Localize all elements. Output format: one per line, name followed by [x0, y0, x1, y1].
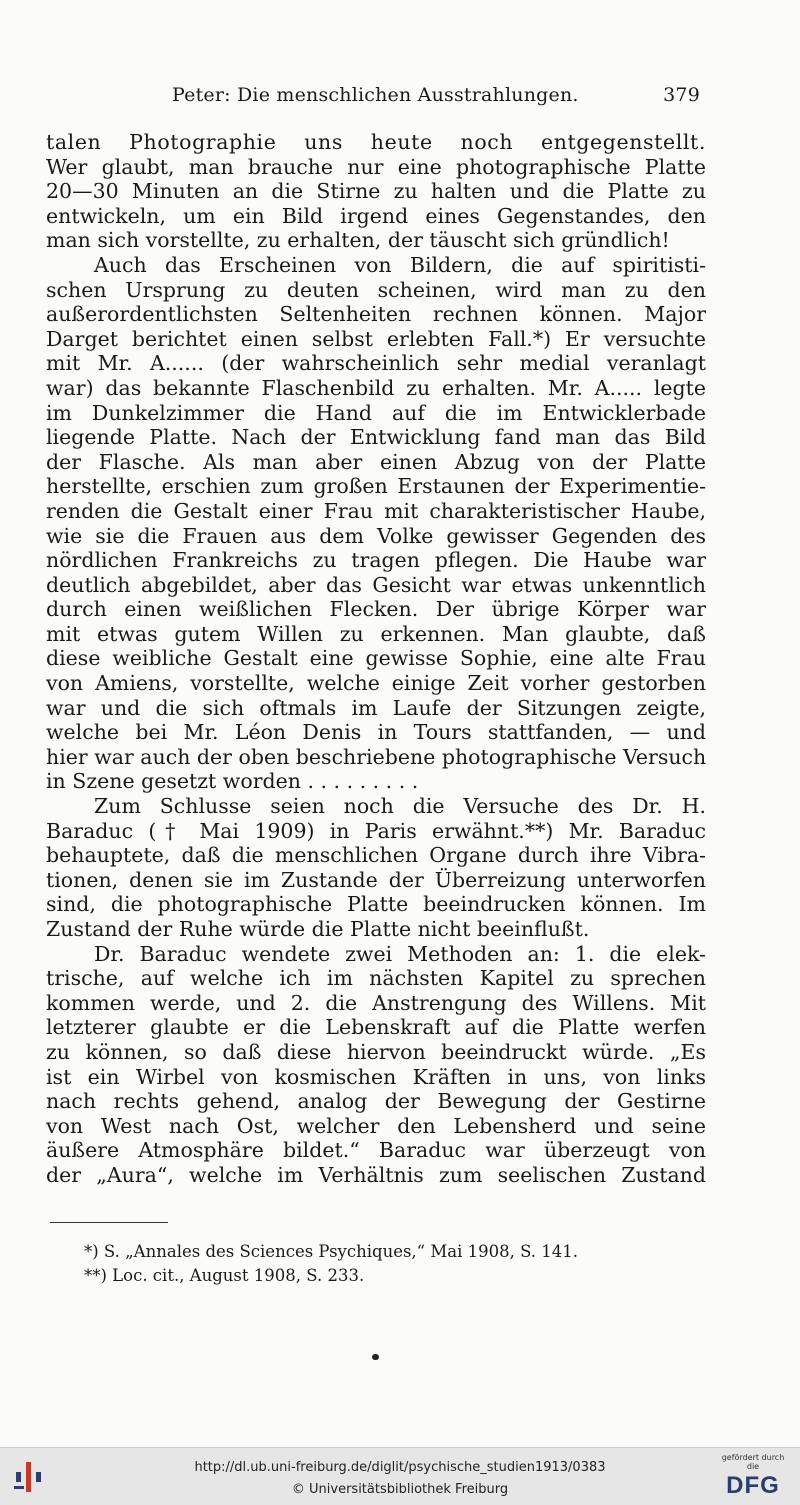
text-line: Dr. Baraduc wendete zwei Methoden an: 1. die elek- — [94, 941, 706, 966]
footnote: **) Loc. cit., August 1908, S. 233. — [84, 1266, 365, 1285]
text-line: deutlich abgebildet, aber das Gesicht war etwas unkenntlich — [46, 572, 706, 597]
text-line: tionen, denen sie im Zustande der Überreizung unterworfen — [46, 867, 706, 892]
text-line: durch einen weißlichen Flecken. Der übrige Körper war — [46, 597, 706, 622]
text-line: mit Mr. A...... (der wahrscheinlich sehr medial veranlagt — [46, 351, 706, 376]
dfg-logo — [716, 1453, 790, 1501]
page-number: 379 — [663, 84, 700, 106]
text-line: sind, die photographische Platte beeindrucken können. Im — [46, 892, 706, 917]
text-line: von Amiens, vorstellte, welche einige Zeit vorher gestorben — [46, 671, 706, 696]
text-line: wie sie die Frauen aus dem Volke gewisser Gegenden des — [46, 523, 706, 548]
dfg-wordmark: DFG — [726, 1472, 780, 1499]
body-text — [46, 130, 706, 1188]
text-line: Baraduc († Mai 1909) in Paris erwähnt.**) Mr. Baraduc — [46, 818, 706, 843]
text-line: Zum Schlusse seien noch die Versuche des Dr. H. — [94, 794, 706, 819]
text-line: nach rechts gehend, analog der Bewegung der Gestirne — [46, 1089, 706, 1114]
text-line: welche bei Mr. Léon Denis in Tours stattfanden, — und — [46, 720, 706, 745]
footnotes — [84, 1240, 704, 1288]
text-line: von West nach Ost, welcher den Lebensherd und seine — [46, 1113, 706, 1138]
text-line: der „Aura“, welche im Verhältnis zum seelischen Zustand — [46, 1162, 706, 1187]
text-line: ist ein Wirbel von kosmischen Kräften in uns, von links — [46, 1064, 706, 1089]
text-line: Auch das Erscheinen von Bildern, die auf spiritisti- — [94, 252, 706, 277]
footnote: *) S. „Annales des Sciences Psychiques,“ Mai 1908, S. 141. — [84, 1242, 579, 1261]
text-line: herstellte, erschien zum großen Erstaunen der Experimentie- — [46, 474, 706, 499]
text-line: 20—30 Minuten an die Stirne zu halten und die Platte zu — [46, 179, 706, 204]
text-line: war) das bekannte Flaschenbild zu erhalten. Mr. A..... legte — [46, 375, 706, 400]
text-line: nördlichen Frankreichs zu tragen pflegen. Die Haube war — [46, 548, 706, 573]
running-head-title: Peter: Die menschlichen Ausstrahlungen. — [172, 84, 579, 106]
text-line: letzterer glaubte er die Lebenskraft auf die Platte werfen — [46, 1015, 706, 1040]
text-line: hier war auch der oben beschriebene photographische Versuch — [46, 744, 706, 769]
text-line: Zustand der Ruhe würde die Platte nicht beeinflußt. — [46, 917, 590, 941]
text-line: der Flasche. Als man aber einen Abzug von der Platte — [46, 449, 706, 474]
text-line: kommen werde, und 2. die Anstrengung des Willens. Mit — [46, 990, 706, 1015]
permalink-url[interactable]: http://dl.ub.uni-freiburg.de/diglit/psychische_studien1913/0383 — [194, 1460, 606, 1475]
text-line: in Szene gesetzt worden . . . . . . . . . — [46, 769, 419, 794]
text-line: renden die Gestalt einer Frau mit charakteristischer Haube, — [46, 498, 706, 523]
copyright-notice: © Universitätsbibliothek Freiburg — [291, 1482, 509, 1497]
viewer-footer — [0, 1447, 800, 1505]
text-line: war und die sich oftmals im Laufe der Sitzungen zeigte, — [46, 695, 706, 720]
footnote-rule — [50, 1222, 168, 1224]
ink-mark — [372, 1354, 379, 1360]
text-line: äußere Atmosphäre bildet.“ Baraduc war überzeugt von — [46, 1138, 706, 1163]
text-line: entwickeln, um ein Bild irgend eines Gegenstandes, den — [46, 203, 706, 228]
text-line: zu können, so daß diese hiervon beeindruckt würde. „Es — [46, 1039, 706, 1064]
text-line: trische, auf welche ich im nächsten Kapitel zu sprechen — [46, 966, 706, 991]
text-line: Wer glaubt, man brauche nur eine photographische Platte — [46, 154, 706, 179]
text-line: liegende Platte. Nach der Entwicklung fand man das Bild — [46, 425, 706, 450]
funded-by-label: gefördert durch die — [721, 1453, 785, 1471]
text-line: behauptete, daß die menschlichen Organe durch ihre Vibra- — [46, 843, 706, 868]
text-line: man sich vorstellte, zu erhalten, der täuscht sich gründlich! — [46, 228, 670, 253]
text-line: mit etwas gutem Willen zu erkennen. Man glaubte, daß — [46, 621, 706, 646]
text-line: außerordentlichsten Seltenheiten rechnen können. Major — [46, 302, 706, 327]
text-line: Darget berichtet einen selbst erlebten Fall.*) Er versuchte — [46, 326, 706, 351]
text-line: diese weibliche Gestalt eine gewisse Sophie, eine alte Frau — [46, 646, 706, 671]
running-head — [44, 84, 706, 114]
text-line: im Dunkelzimmer die Hand auf die im Entwicklerbade — [46, 400, 706, 425]
text-line: schen Ursprung zu deuten scheinen, wird man zu den — [46, 277, 706, 302]
text-line: talen Photographie uns heute noch entgegenstellt. — [46, 130, 706, 154]
